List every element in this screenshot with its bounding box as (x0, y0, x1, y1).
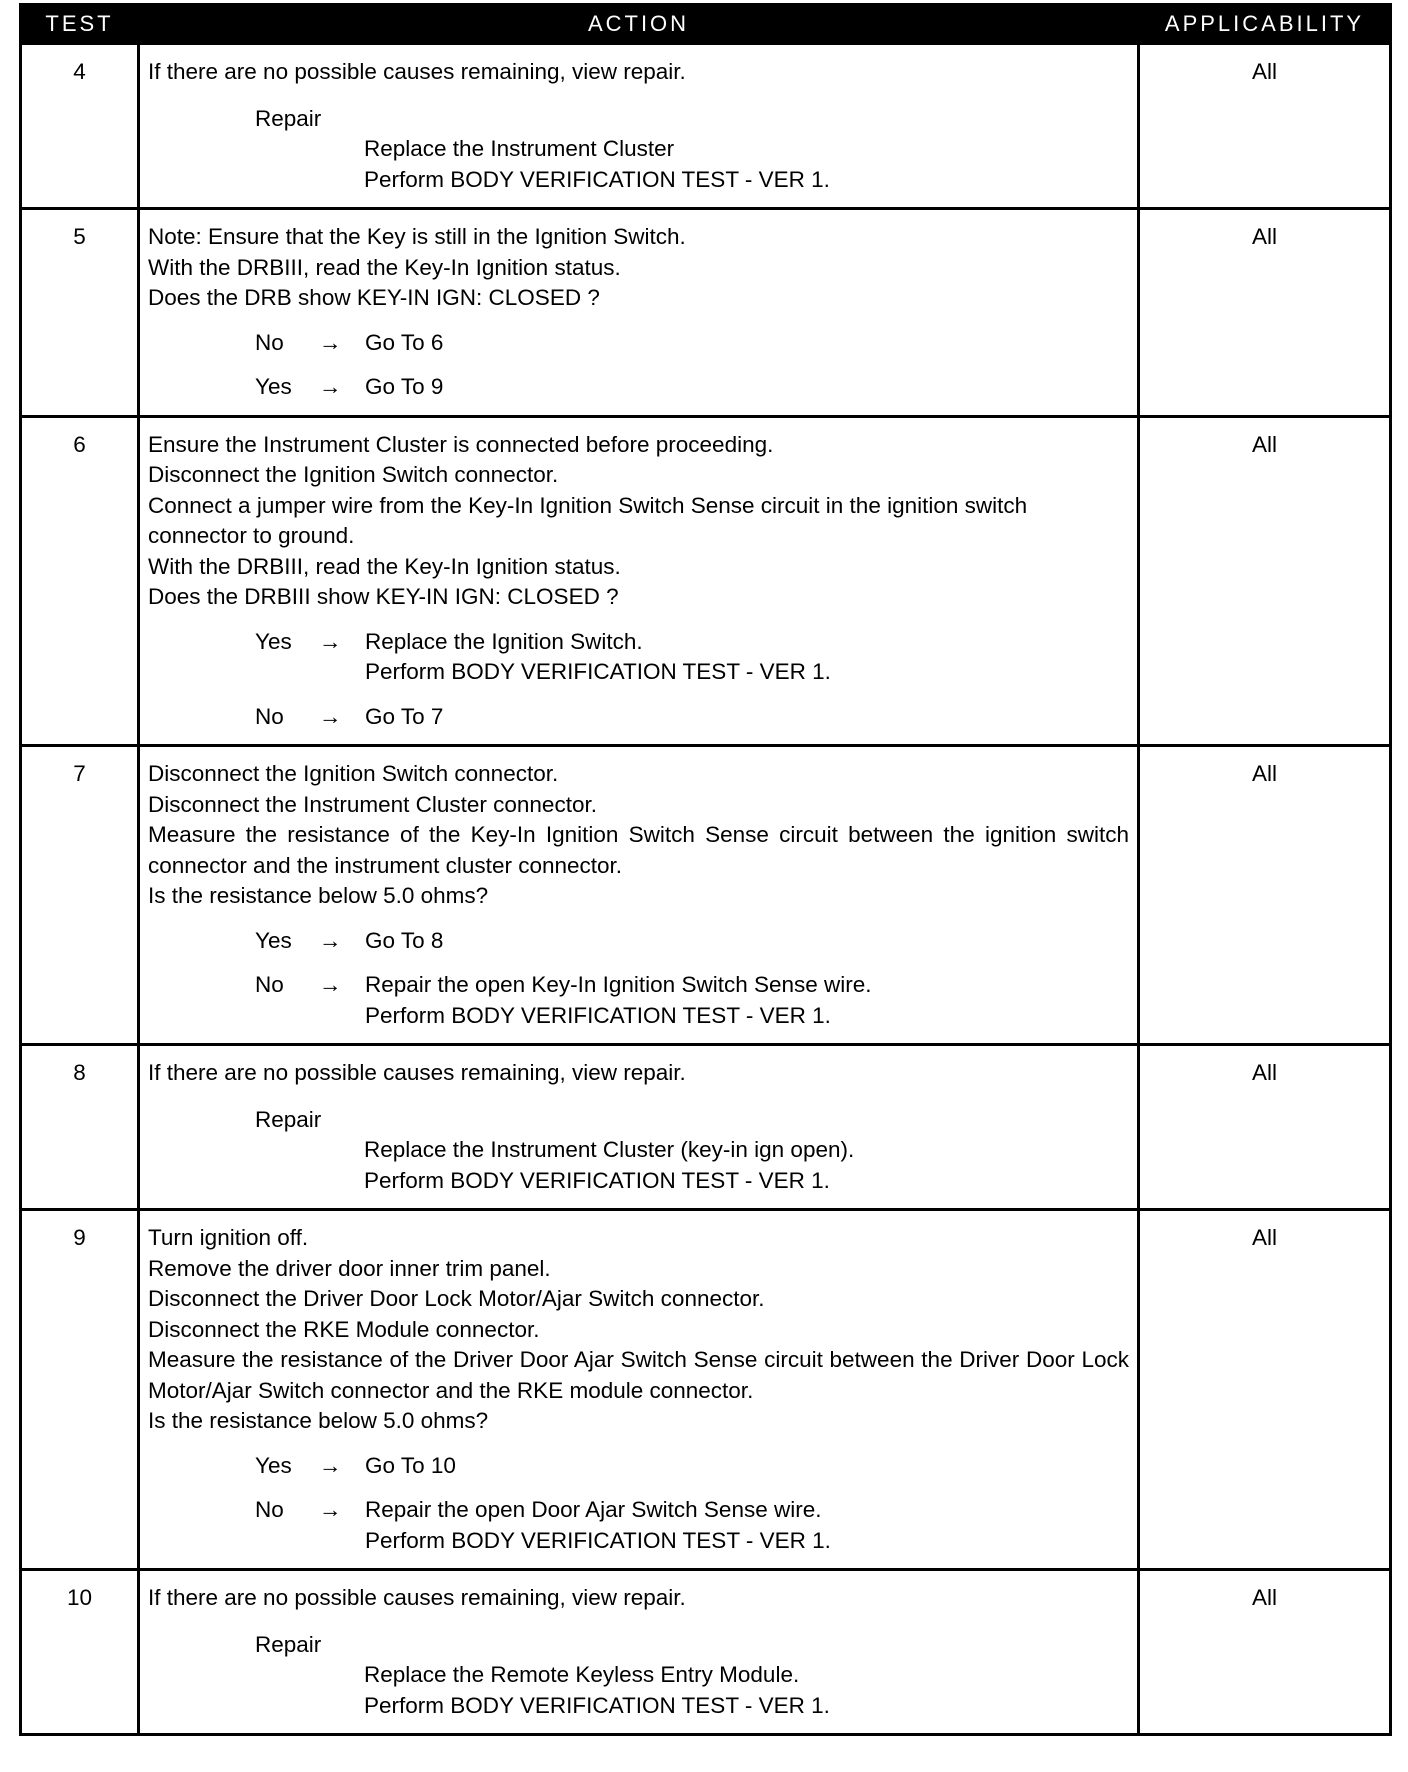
test-action (139, 44, 1139, 209)
option-label: No (255, 703, 284, 729)
applicability: All (1139, 1210, 1391, 1570)
test-row-5 (21, 209, 1391, 417)
action-line: Does the DRBIII show KEY-IN IGN: CLOSED ? (148, 584, 619, 609)
option-text: Go To 6 (365, 329, 444, 355)
option-text: Repair the open Key-In Ignition Switch Sense wire. (365, 972, 872, 997)
option-yes (148, 627, 1129, 688)
action-line: Is the resistance below 5.0 ohms? (148, 883, 489, 908)
action-line: Disconnect the Driver Door Lock Motor/Ajar Switch connector. (148, 1286, 765, 1311)
header-action: ACTION (139, 5, 1139, 44)
repair-line: Replace the Instrument Cluster (key-in ign open). (364, 1137, 855, 1162)
option-yes (148, 926, 1129, 957)
test-action (139, 1210, 1139, 1570)
repair-block (148, 1630, 1129, 1722)
action-line: Ensure the Instrument Cluster is connected before proceeding. (148, 431, 774, 457)
repair-line: Perform BODY VERIFICATION TEST - VER 1. (364, 166, 830, 192)
action-line: Measure the resistance of the Driver Door Ajar Switch Sense circuit between the Driver Door Lock Motor/Ajar Switch connector and the RKE module connector. (148, 1347, 1136, 1403)
option-text: Perform BODY VERIFICATION TEST - VER 1. (365, 659, 831, 684)
test-row-7 (21, 746, 1391, 1045)
test-number: 9 (21, 1210, 139, 1570)
arrow-right-icon: → (319, 628, 342, 654)
option-label: Yes (255, 374, 292, 399)
arrow-right-icon: → (319, 972, 342, 997)
option-text: Go To 9 (365, 374, 444, 399)
test-row-10 (21, 1570, 1391, 1735)
header-row (21, 5, 1391, 44)
option-label: Yes (255, 1452, 292, 1478)
arrow-right-icon: → (319, 1497, 342, 1522)
applicability: All (1139, 1570, 1391, 1735)
repair-block (148, 104, 1129, 196)
option-label: No (255, 1497, 284, 1522)
repair-line: Perform BODY VERIFICATION TEST - VER 1. (364, 1167, 830, 1193)
arrow-right-icon: → (319, 374, 342, 399)
arrow-right-icon: → (319, 927, 342, 953)
action-line: Disconnect the Ignition Switch connector. (148, 761, 559, 786)
test-number: 4 (21, 44, 139, 209)
action-line: Is the resistance below 5.0 ohms? (148, 1408, 489, 1433)
applicability: All (1139, 416, 1391, 746)
test-row-8 (21, 1045, 1391, 1210)
option-no (148, 1495, 1129, 1556)
option-text: Perform BODY VERIFICATION TEST - VER 1. (365, 1002, 831, 1028)
applicability: All (1139, 209, 1391, 417)
option-text: Perform BODY VERIFICATION TEST - VER 1. (365, 1527, 831, 1553)
repair-label: Repair (255, 1631, 322, 1657)
test-row-4 (21, 44, 1391, 209)
action-line: Turn ignition off. (148, 1225, 309, 1250)
repair-label: Repair (255, 1106, 322, 1132)
option-text: Go To 10 (365, 1452, 456, 1478)
diagnostic-test-table (19, 3, 1392, 1736)
test-action (139, 1570, 1139, 1735)
test-number: 6 (21, 416, 139, 746)
action-line: With the DRBIII, read the Key-In Ignition status. (148, 254, 621, 280)
test-number: 5 (21, 209, 139, 417)
repair-block (148, 1105, 1129, 1197)
option-no (148, 328, 1129, 359)
option-label: Yes (255, 927, 292, 953)
option-label: Yes (255, 628, 292, 654)
option-text: Go To 8 (365, 927, 444, 953)
repair-label: Repair (255, 105, 322, 131)
action-line: Note: Ensure that the Key is still in the Ignition Switch. (148, 224, 686, 249)
header-applicability: APPLICABILITY (1139, 5, 1391, 44)
repair-line: Replace the Instrument Cluster (364, 136, 675, 161)
action-line: Disconnect the Ignition Switch connector. (148, 462, 559, 487)
applicability: All (1139, 44, 1391, 209)
action-line: Connect a jumper wire from the Key-In Ignition Switch Sense circuit in the ignition switch connector to ground. (148, 492, 1034, 548)
action-line: If there are no possible causes remaining, view repair. (148, 59, 686, 84)
option-no (148, 702, 1129, 733)
option-yes (148, 372, 1129, 403)
option-text: Repair the open Door Ajar Switch Sense wire. (365, 1497, 822, 1522)
action-line: Disconnect the Instrument Cluster connector. (148, 791, 597, 817)
action-line: With the DRBIII, read the Key-In Ignition status. (148, 553, 621, 579)
option-no (148, 970, 1129, 1031)
test-action (139, 416, 1139, 746)
arrow-right-icon: → (319, 1452, 342, 1478)
option-yes (148, 1451, 1129, 1482)
arrow-right-icon: → (319, 703, 342, 729)
option-text: Replace the Ignition Switch. (365, 628, 643, 654)
action-line: Does the DRB show KEY-IN IGN: CLOSED ? (148, 285, 600, 310)
applicability: All (1139, 746, 1391, 1045)
option-label: No (255, 972, 284, 997)
option-text: Go To 7 (365, 703, 444, 729)
test-number: 7 (21, 746, 139, 1045)
repair-line: Perform BODY VERIFICATION TEST - VER 1. (364, 1692, 830, 1718)
test-action (139, 1045, 1139, 1210)
applicability: All (1139, 1045, 1391, 1210)
action-line: Remove the driver door inner trim panel. (148, 1255, 551, 1281)
test-number: 8 (21, 1045, 139, 1210)
test-row-6 (21, 416, 1391, 746)
test-row-9 (21, 1210, 1391, 1570)
arrow-right-icon: → (319, 329, 342, 355)
header-test: TEST (21, 5, 139, 44)
repair-line: Replace the Remote Keyless Entry Module. (364, 1662, 800, 1687)
action-line: Measure the resistance of the Key-In Ignition Switch Sense circuit between the ignition switch connector and the instrument cluster connector. (148, 822, 1136, 878)
action-line: If there are no possible causes remaining, view repair. (148, 1060, 686, 1085)
option-label: No (255, 329, 284, 355)
test-action (139, 209, 1139, 417)
test-number: 10 (21, 1570, 139, 1735)
action-line: Disconnect the RKE Module connector. (148, 1316, 540, 1342)
test-action (139, 746, 1139, 1045)
action-line: If there are no possible causes remaining, view repair. (148, 1585, 686, 1610)
